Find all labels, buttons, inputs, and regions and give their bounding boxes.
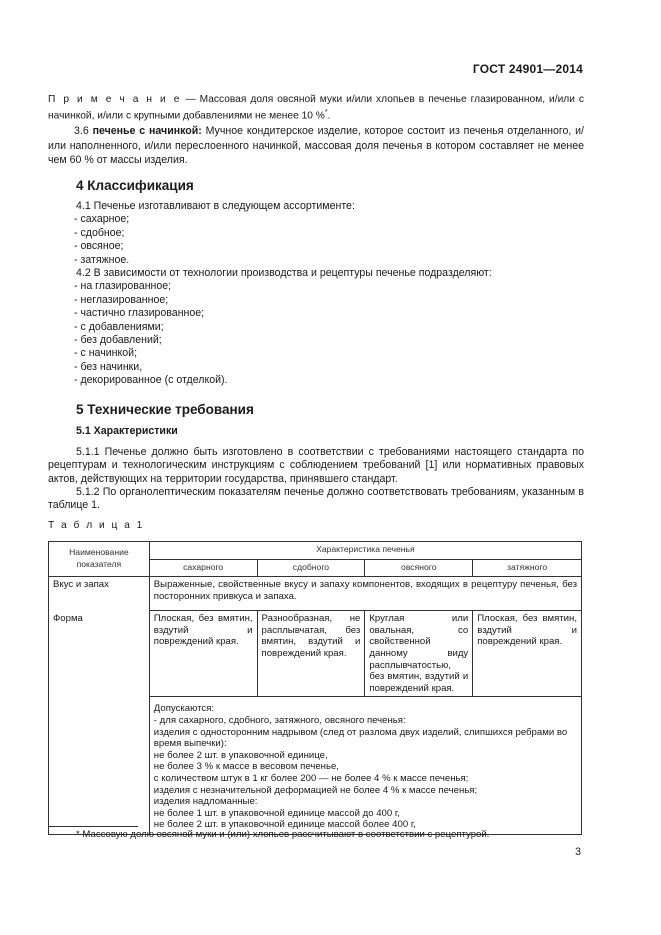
table-row	[49, 577, 582, 611]
list-item: - на глазированное;	[74, 280, 172, 293]
allowance-line: не более 3 % к массе в весовом печенье,	[153, 761, 339, 773]
paragraph-5-1-2: 5.1.2 По органолептическим показателям печенье должно соответствовать требованиям, указанным в таблице 1.	[48, 486, 584, 512]
note-end: .	[327, 110, 331, 122]
allowances-cell	[149, 697, 581, 835]
allowance-line: изделия с односторонним надрывом (след от разлома двух изделий, слипшихся ребрами во время выпечки):	[153, 726, 568, 750]
list-item: - сдобное;	[74, 226, 125, 239]
subheader-rich: сдобного	[257, 559, 365, 577]
section-4-title: 4 Классификация	[76, 178, 194, 193]
section-5-title: 5 Технические требования	[76, 402, 254, 417]
note-paragraph	[48, 93, 584, 122]
shape-rich: Разнообразная, не расплывчатая, без вмятин, вздутий и повреждений края.	[257, 611, 365, 697]
header-characteristic: Характеристика печенья	[149, 542, 581, 560]
section-4-body	[76, 200, 586, 388]
allowance-line: не более 1 шт. в упаковочной единице массой до 400 г,	[153, 807, 400, 819]
definition-text: Мучное кондитерское изделие, которое состоит из печенья отделанного, и/или наполненного, и/или переслоенного начинкой, массовая доля печенья в котором составляет не менее чем 60 % от массы изделия.	[48, 125, 584, 166]
list-item: - частично глазированное;	[74, 307, 205, 320]
note-text: — Массовая доля овсяной муки и/или хлопьев в печенье глазированном, и/или с начинкой, и/или с крупными добавлениями не менее 10 %	[48, 94, 584, 122]
row-name-empty	[49, 697, 150, 835]
footnote-mark: *	[324, 109, 328, 116]
allowance-line: - для сахарного, сдобного, затяжного, овсяного печенья:	[153, 714, 406, 726]
subheader-tough: затяжного	[473, 559, 582, 577]
paragraph-4-2: 4.2 В зависимости от технологии производства и рецептуры печенье подразделяют:	[76, 267, 492, 280]
list-item: - сахарное;	[74, 213, 130, 226]
table-row	[49, 697, 582, 835]
footnote	[76, 829, 489, 840]
row-name-taste: Вкус и запах	[49, 577, 150, 611]
shape-oat: Круглая или овальная, со свойственной данному виду расплывчатостью, без вмятин, вздутий и повреждений края.	[365, 611, 473, 697]
allowance-line: не более 2 шт. в упаковочной единице массой более 400 г,	[153, 819, 416, 831]
header-indicator-name: Наименование показателя	[49, 542, 150, 577]
note-prefix: П р и м е ч а н и е	[48, 94, 182, 105]
page-number: 3	[575, 846, 581, 858]
footnote-divider	[48, 826, 138, 827]
list-item: - декорированное (с отделкой).	[74, 374, 228, 387]
allowance-line: Допускаются:	[153, 703, 215, 715]
row-value-taste: Выраженные, свойственные вкусу и запаху компонентов, входящих в рецептуру печенья, без посторонних привкуса и запаха.	[149, 577, 581, 611]
list-item: - неглазированное;	[74, 293, 169, 306]
list-item: - без добавлений;	[74, 334, 162, 347]
footnote-mark: *	[76, 829, 80, 840]
definition-3-6	[48, 124, 584, 168]
allowance-line: изделия надломанные:	[153, 796, 258, 808]
organoleptic-table	[48, 541, 582, 835]
subsection-5-1-title: 5.1 Характеристики	[76, 425, 178, 437]
definition-term: печенье с начинкой:	[92, 125, 202, 137]
allowance-line: не более 2 шт. в упаковочной единице,	[153, 749, 328, 761]
allowance-line: изделия с незначительной деформацией не более 4 % к массе печенья;	[153, 784, 478, 796]
shape-sugar: Плоская, без вмятин, вздутий и повреждений края.	[149, 611, 257, 697]
paragraph-5-1-1: 5.1.1 Печенье должно быть изготовлено в соответствии с требованиями настоящего стандарта по рецептурам и технологическим инструкциям с соблюдением требований [1] или нормативных правовых актов, действующих на территории государства, принявшего стандарт.	[48, 446, 584, 485]
list-item: - с начинкой;	[74, 347, 138, 360]
list-item: - затяжное.	[74, 253, 130, 266]
table-header-row	[49, 542, 582, 560]
allowance-line: с количеством штук в 1 кг более 200 — не более 4 % к массе печенья;	[153, 772, 469, 784]
list-item: - с добавлениями;	[74, 320, 164, 333]
list-item: - овсяное;	[74, 240, 124, 253]
footnote-text: Массовую долю овсяной муки и (или) хлопьев рассчитывают в соответствии с рецептурой.	[79, 829, 490, 840]
table-row	[49, 611, 582, 697]
list-item: - без начинки,	[74, 360, 143, 373]
subheader-oat: овсяного	[365, 559, 473, 577]
definition-number: 3.6	[74, 125, 93, 137]
paragraph-4-1: 4.1 Печенье изготавливают в следующем ассортименте:	[76, 200, 355, 212]
table-caption: Т а б л и ц а 1	[48, 520, 145, 531]
subheader-sugar: сахарного	[149, 559, 257, 577]
row-name-shape: Форма	[49, 611, 150, 697]
document-header: ГОСТ 24901—2014	[472, 62, 583, 76]
shape-tough: Плоская, без вмятин, вздутий и повреждений края.	[473, 611, 582, 697]
